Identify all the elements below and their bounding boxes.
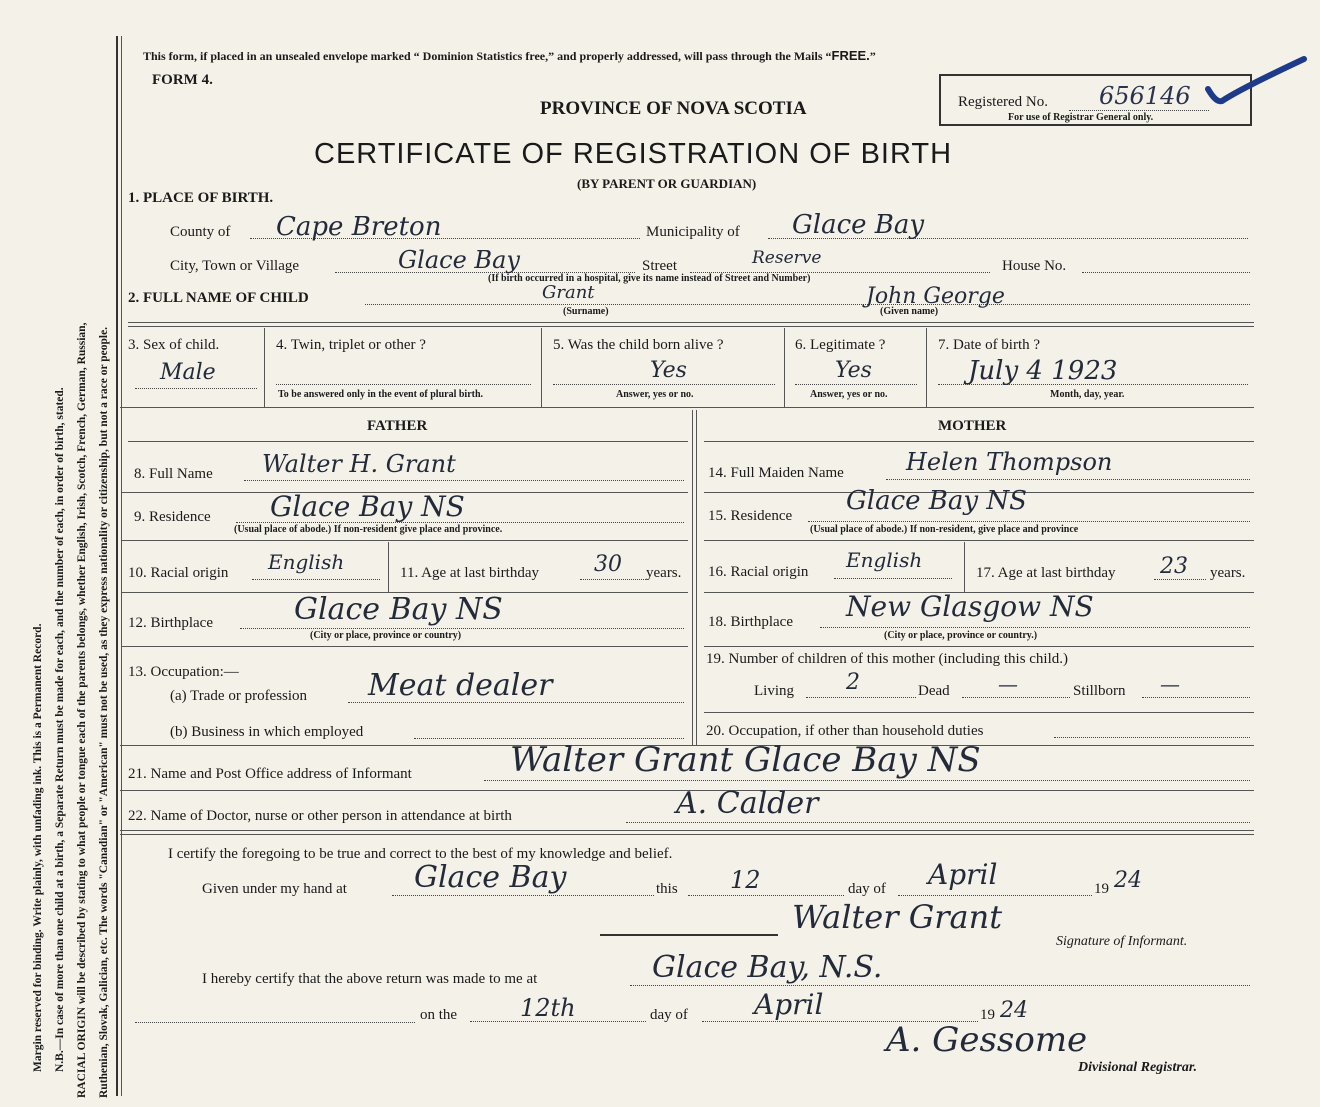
house-no-label: House No. <box>1002 258 1067 274</box>
registered-no-value: 656146 <box>1099 82 1191 110</box>
city-label: City, Town or Village <box>170 258 300 274</box>
county-value: Cape Breton <box>276 212 442 242</box>
father-birthplace-value: Glace Bay NS <box>294 592 503 627</box>
on-the-label: on the <box>420 1007 458 1023</box>
twin-label: 4. Twin, triplet or other ? <box>276 337 426 353</box>
registered-no-label: Registered No. <box>958 94 1048 110</box>
living-label: Living <box>754 683 794 699</box>
children-count-label: 19. Number of children of this mother (including this child.) <box>706 651 1069 667</box>
father-years: years. <box>646 565 682 581</box>
living-value: 2 <box>846 670 860 695</box>
trade-label: (a) Trade or profession <box>170 688 308 704</box>
signature-caption: Signature of Informant. <box>1056 934 1188 949</box>
date-of-birth-label: 7. Date of birth ? <box>938 337 1041 353</box>
surname-caption: (Surname) <box>563 306 609 317</box>
mother-occupation-label: 20. Occupation, if other than household duties <box>706 723 984 739</box>
legitimate-label: 6. Legitimate ? <box>795 337 886 353</box>
city-value: Glace Bay <box>398 246 520 274</box>
informant-label: 21. Name and Post Office address of Informant <box>128 766 412 782</box>
father-occupation-label: 13. Occupation:— <box>128 664 239 680</box>
father-name-label: 8. Full Name <box>134 466 213 482</box>
informant-value: Walter Grant Glace Bay NS <box>510 740 981 780</box>
this-label: this <box>656 881 678 897</box>
mother-heading: MOTHER <box>938 418 1007 434</box>
mother-birthplace-label: 18. Birthplace <box>708 614 793 630</box>
stillborn-label: Stillborn <box>1073 683 1126 699</box>
born-alive-label: 5. Was the child born alive ? <box>553 337 724 353</box>
street-value: Reserve <box>752 248 822 268</box>
certify-year-value: 24 <box>1114 868 1142 893</box>
binding-rule <box>116 36 118 1096</box>
mother-name-value: Helen Thompson <box>906 448 1113 476</box>
father-name-value: Walter H. Grant <box>262 450 456 478</box>
form-number: FORM 4. <box>152 72 213 88</box>
margin-note-racial-origin-2: Ruthenian, Slovak, Galician, etc. The words "Canadian" or "American" must not be used, as they express nationality or citizenship, but not a race or people. <box>98 326 110 1098</box>
county-label: County of <box>170 224 231 240</box>
place-of-birth-heading: 1. PLACE OF BIRTH. <box>128 190 274 206</box>
date-of-birth-caption: Month, day, year. <box>1050 389 1125 400</box>
registrar-place-value: Glace Bay, N.S. <box>652 950 883 985</box>
registrar-year-prefix: 19 <box>980 1007 995 1023</box>
father-birthplace-label: 12. Birthplace <box>128 615 213 631</box>
registrar-year-value: 24 <box>1000 998 1028 1023</box>
informant-signature: Walter Grant <box>792 898 1003 936</box>
doctor-value: A. Calder <box>676 786 819 821</box>
dead-label: Dead <box>918 683 950 699</box>
father-age-value: 30 <box>594 552 622 577</box>
checkmark-icon <box>1200 55 1310 115</box>
municipality-label: Municipality of <box>646 224 740 240</box>
registrar-month-value: April <box>754 988 824 1021</box>
father-residence-label: 9. Residence <box>134 509 211 525</box>
given-place-value: Glace Bay <box>414 860 567 895</box>
mother-race-label: 16. Racial origin <box>708 564 809 580</box>
mother-age-value: 23 <box>1160 554 1188 579</box>
given-name-value: John George <box>866 284 1005 309</box>
child-name-label: 2. FULL NAME OF CHILD <box>128 290 309 306</box>
certificate-title: CERTIFICATE OF REGISTRATION OF BIRTH <box>314 138 953 170</box>
registrar-statement: I hereby certify that the above return was made to me at <box>202 971 538 987</box>
registrar-signature: A. Gessome <box>886 1020 1088 1060</box>
father-race-value: English <box>268 550 345 574</box>
day-of-label: day of <box>848 881 886 897</box>
father-residence-value: Glace Bay NS <box>270 490 465 523</box>
trade-value: Meat dealer <box>368 668 553 703</box>
father-heading: FATHER <box>367 418 428 434</box>
father-birthplace-note: (City or place, province or country) <box>310 630 462 641</box>
street-label: Street <box>642 258 677 274</box>
born-alive-value: Yes <box>650 358 687 383</box>
legitimate-value: Yes <box>835 358 872 383</box>
municipality-value: Glace Bay <box>792 210 925 240</box>
sex-label: 3. Sex of child. <box>128 337 220 353</box>
certify-statement: I certify the foregoing to be true and correct to the best of my knowledge and belief. <box>168 846 673 862</box>
mother-birthplace-value: New Glasgow NS <box>846 590 1094 623</box>
mother-birthplace-note: (City or place, province or country.) <box>884 630 1038 641</box>
dead-value: — <box>998 672 1018 696</box>
certify-year-prefix: 19 <box>1094 881 1109 897</box>
business-label: (b) Business in which employed <box>170 724 364 740</box>
registrar-general-note: For use of Registrar General only. <box>1008 112 1154 123</box>
twin-note: To be answered only in the event of plural birth. <box>278 389 484 400</box>
father-age-label: 11. Age at last birthday <box>400 565 539 581</box>
sex-value: Male <box>160 360 216 385</box>
mother-residence-label: 15. Residence <box>708 508 793 524</box>
certify-month-value: April <box>928 858 998 891</box>
margin-note-binding: Margin reserved for binding. Write plainly, with unfading ink. This is a Permanent Record. <box>32 623 44 1072</box>
date-of-birth-value: July 4 1923 <box>968 356 1118 386</box>
born-alive-caption: Answer, yes or no. <box>616 389 694 400</box>
mother-years: years. <box>1210 565 1246 581</box>
mother-residence-value: Glace Bay NS <box>846 486 1027 516</box>
mail-notice: This form, if placed in an unsealed envelope marked “ Dominion Statistics free,” and properly addressed, will pass through the Mails “FREE.” <box>143 48 876 63</box>
given-under-label: Given under my hand at <box>202 881 347 897</box>
mother-race-value: English <box>846 548 923 572</box>
doctor-label: 22. Name of Doctor, nurse or other person in attendance at birth <box>128 808 512 824</box>
certificate-subtitle: (BY PARENT OR GUARDIAN) <box>577 176 757 191</box>
stillborn-value: — <box>1160 672 1180 696</box>
free-label: FREE. <box>831 48 870 63</box>
mother-age-label: 17. Age at last birthday <box>976 565 1116 581</box>
father-residence-note: (Usual place of abode.) If non-resident give place and province. <box>234 524 503 535</box>
surname-value: Grant <box>542 282 595 303</box>
registrar-day-value: 12th <box>520 994 576 1022</box>
hospital-note: (If birth occurred in a hospital, give its name instead of Street and Number) <box>488 273 811 284</box>
mother-residence-note: (Usual place of abode.) If non-resident, give place and province <box>810 524 1079 535</box>
registrar-caption: Divisional Registrar. <box>1078 1060 1198 1075</box>
certify-day-value: 12 <box>730 866 761 894</box>
given-name-caption: (Given name) <box>880 306 939 317</box>
margin-note-racial-origin: RACIAL ORIGIN will be described by stating to what people or tongue each of the parents belongs, whether English, Irish, Scotch, French, German, Russian, <box>76 322 88 1098</box>
mother-name-label: 14. Full Maiden Name <box>708 465 844 481</box>
legitimate-caption: Answer, yes or no. <box>810 389 888 400</box>
registrar-day-of-label: day of <box>650 1007 688 1023</box>
province-heading: PROVINCE OF NOVA SCOTIA <box>540 98 807 119</box>
binding-rule-2 <box>121 36 122 1096</box>
father-race-label: 10. Racial origin <box>128 565 229 581</box>
margin-note-multiple-births: N.B.—In case of more than one child at a birth, a Separate Return must be made for each, and the number of each, in order of birth, stated. <box>54 387 66 1072</box>
